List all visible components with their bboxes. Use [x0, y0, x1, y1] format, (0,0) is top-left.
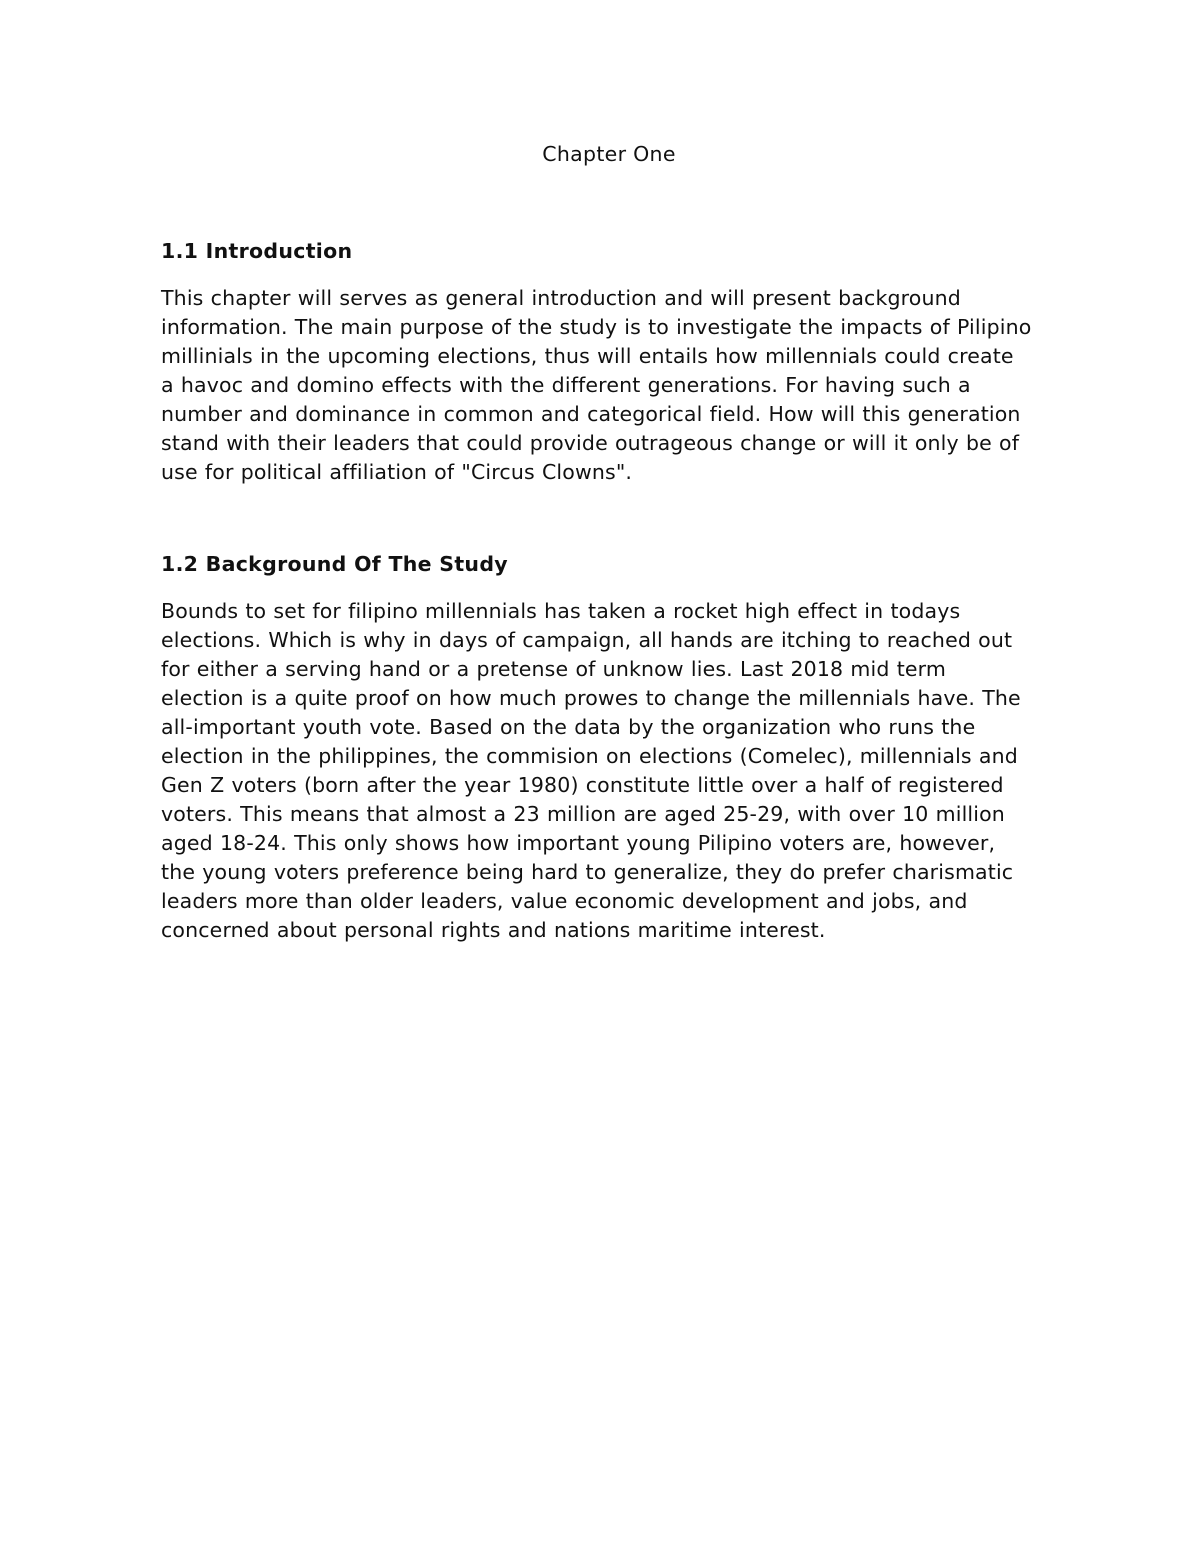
paragraph-line: information. The main purpose of the study is to investigate the impacts of Pilipino [161, 315, 1032, 339]
paragraph-line: voters. This means that almost a 23 million are aged 25-29, with over 10 million [161, 802, 1005, 826]
section-heading-background: 1.2 Background Of The Study [161, 552, 508, 576]
section-heading-introduction: 1.1 Introduction [161, 239, 353, 263]
paragraph-line: all-important youth vote. Based on the data by the organization who runs the [161, 715, 976, 739]
paragraph-line: This chapter will serves as general introduction and will present background [161, 286, 961, 310]
paragraph-line: use for political affiliation of "Circus Clowns". [161, 460, 633, 484]
paragraph-line: number and dominance in common and categorical field. How will this generation [161, 402, 1021, 426]
paragraph-line: Gen Z voters (born after the year 1980) constitute little over a half of registered [161, 773, 1004, 797]
paragraph-line: leaders more than older leaders, value economic development and jobs, and [161, 889, 968, 913]
paragraph-line: millinials in the upcoming elections, thus will entails how millennials could create [161, 344, 1014, 368]
paragraph-line: election is a quite proof on how much prowes to change the millennials have. The [161, 686, 1021, 710]
paragraph-line: election in the philippines, the commision on elections (Comelec), millennials and [161, 744, 1018, 768]
background-paragraph [161, 597, 1071, 945]
document-content [161, 139, 1071, 945]
paragraph-line: a havoc and domino effects with the different generations. For having such a [161, 373, 971, 397]
paragraph-line: the young voters preference being hard to generalize, they do prefer charismatic [161, 860, 1014, 884]
introduction-paragraph [161, 284, 1071, 487]
paragraph-line: stand with their leaders that could provide outrageous change or will it only be of [161, 431, 1020, 455]
paragraph-line: concerned about personal rights and nations maritime interest. [161, 918, 826, 942]
paragraph-line: for either a serving hand or a pretense of unknow lies. Last 2018 mid term [161, 657, 946, 681]
paragraph-line: Bounds to set for filipino millennials has taken a rocket high effect in todays [161, 599, 961, 623]
chapter-title: Chapter One [542, 142, 676, 166]
paragraph-line: aged 18-24. This only shows how important young Pilipino voters are, however, [161, 831, 996, 855]
paragraph-line: elections. Which is why in days of campaign, all hands are itching to reached out [161, 628, 1013, 652]
